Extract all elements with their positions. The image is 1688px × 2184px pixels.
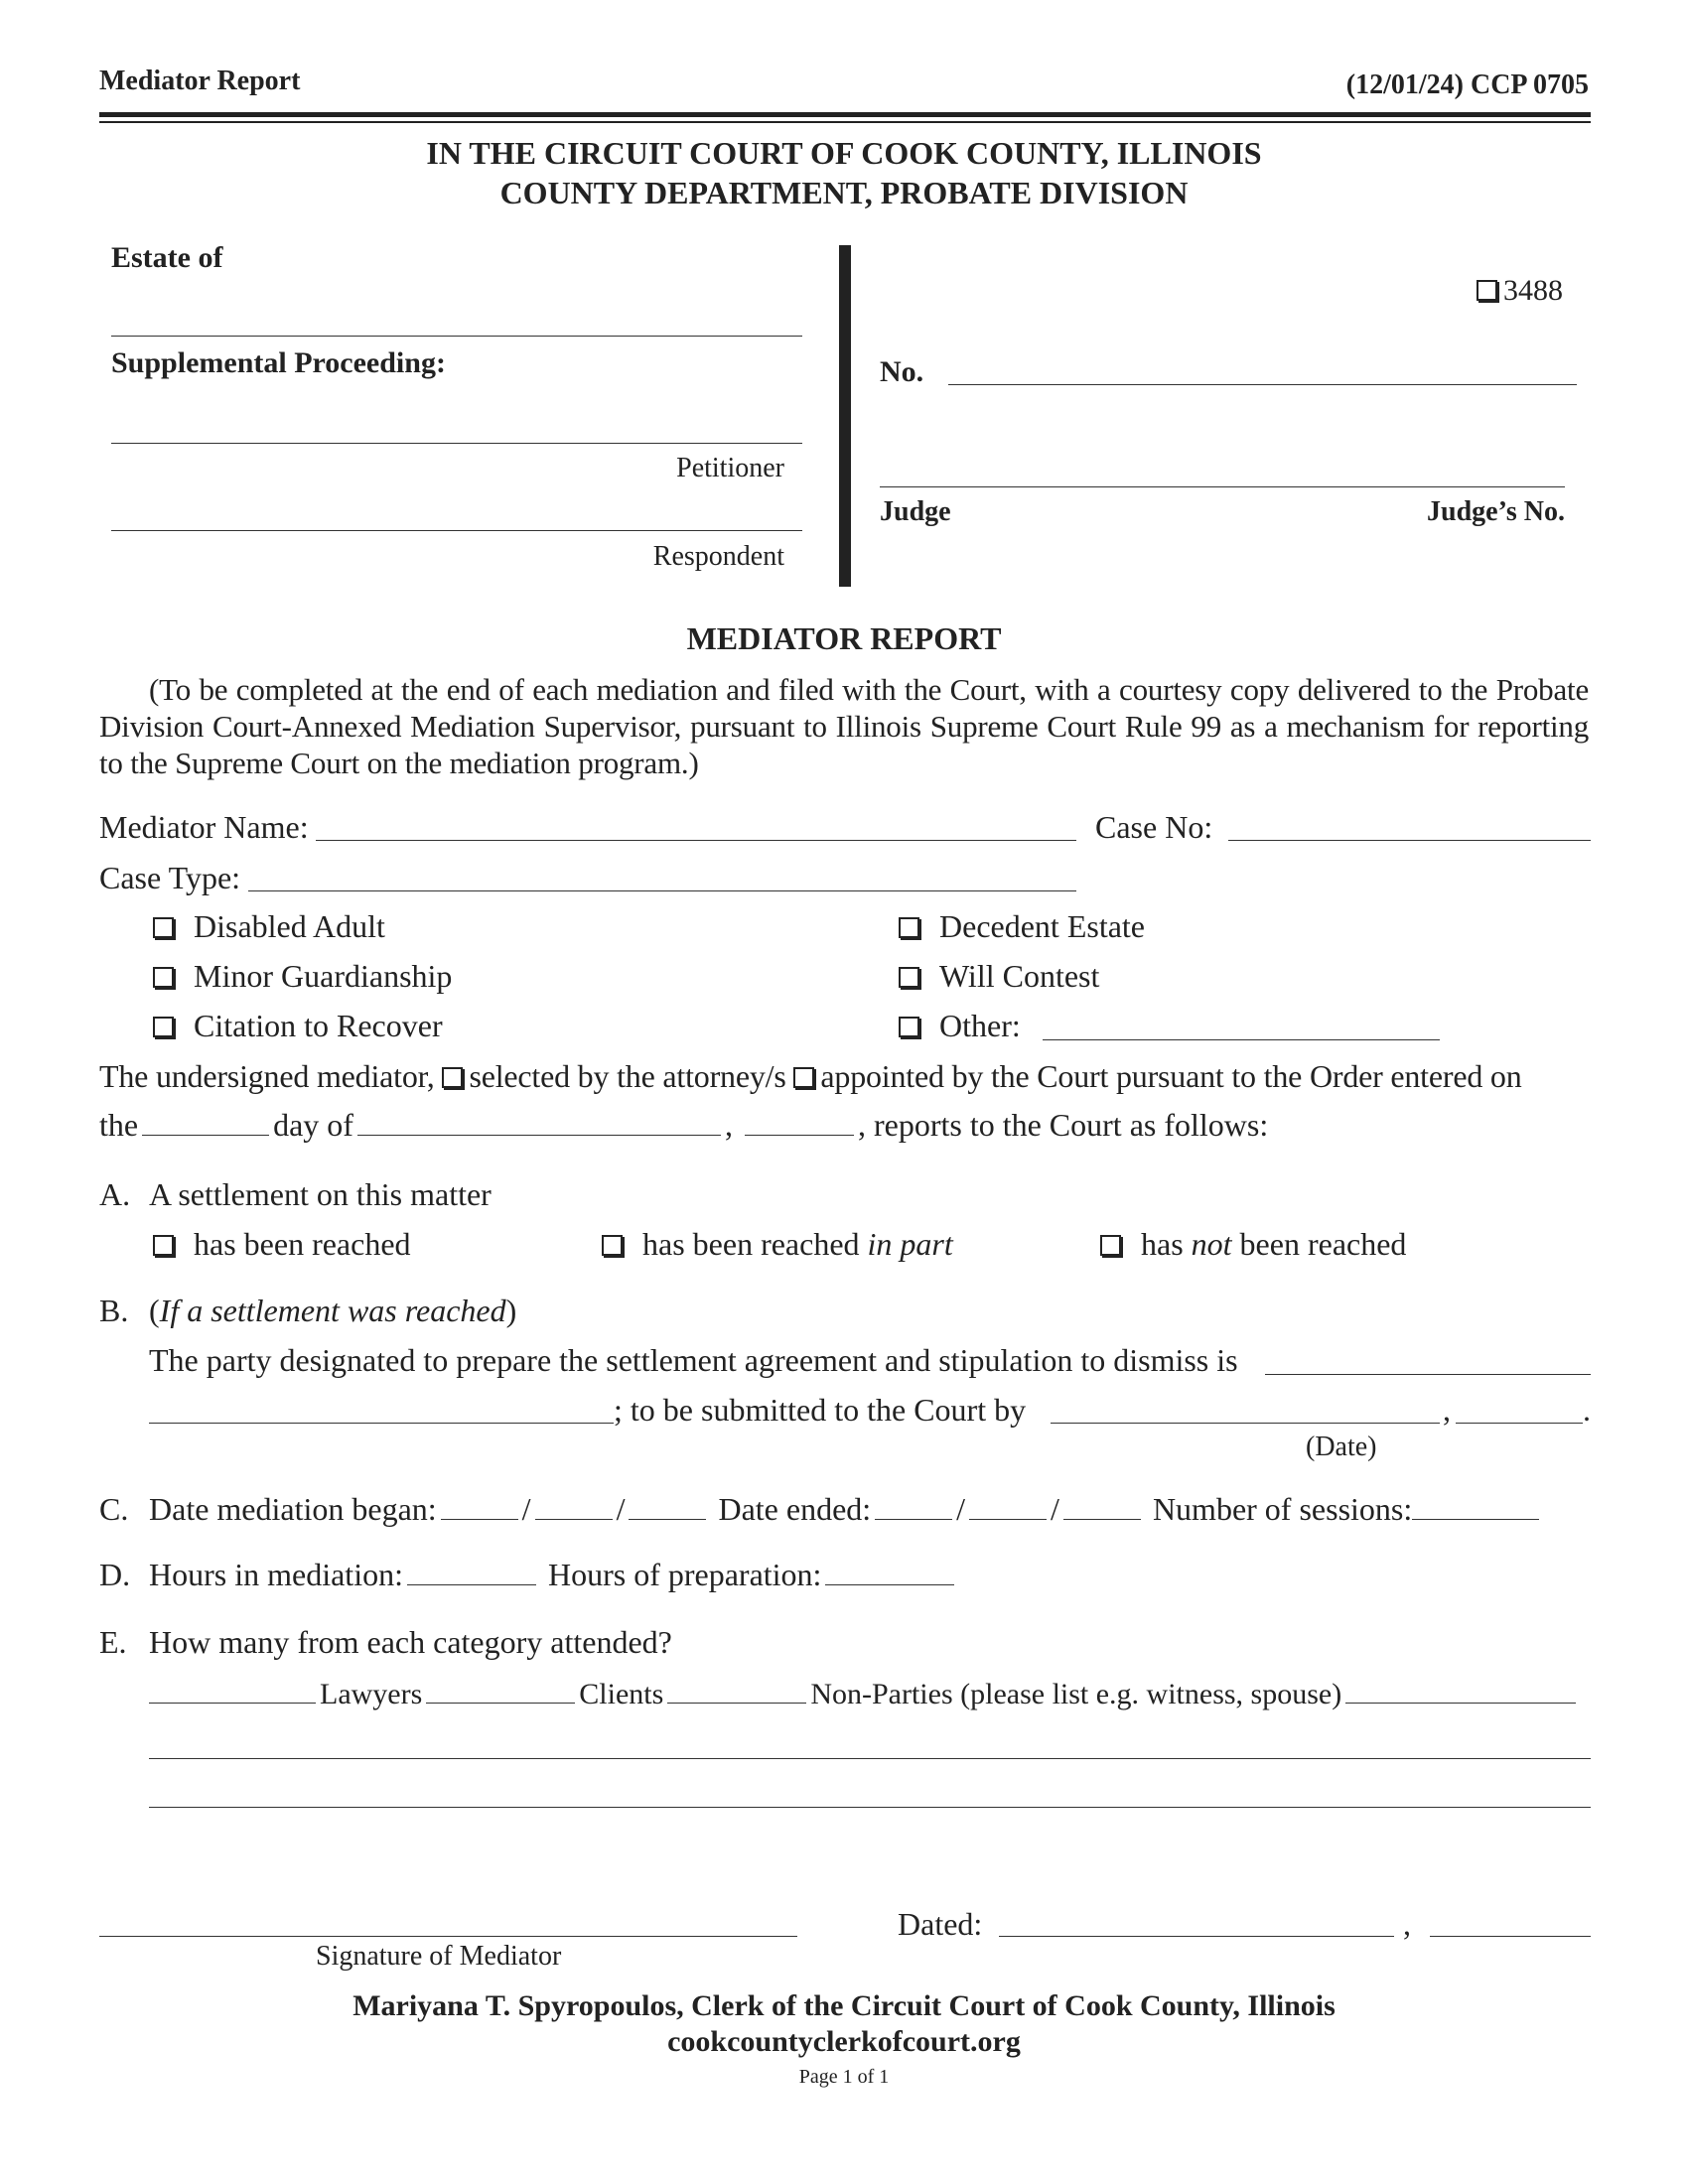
section-b-heading: (If a settlement was reached) (149, 1293, 517, 1328)
signature-line[interactable] (99, 1936, 797, 1937)
the-label: the (99, 1107, 139, 1143)
case-type-will-contest[interactable] (899, 958, 1099, 995)
case-type-minor-guardianship[interactable] (153, 958, 452, 995)
began-month-blank[interactable] (441, 1495, 518, 1520)
code-3488-checkbox[interactable] (1477, 274, 1563, 308)
petitioner-label: Petitioner (676, 453, 784, 483)
option-label: Decedent Estate (939, 908, 1145, 944)
settlement-partial-option[interactable] (602, 1226, 953, 1263)
mediator-name-label: Mediator Name: (99, 809, 309, 845)
appointed-checkbox-icon[interactable] (793, 1067, 814, 1088)
section-d-letter: D. (99, 1557, 131, 1592)
ended-day-blank[interactable] (969, 1495, 1047, 1520)
case-type-decedent-estate[interactable] (899, 908, 1145, 945)
checkbox-icon[interactable] (153, 917, 174, 938)
option-emphasis: not (1191, 1226, 1232, 1262)
case-no-line[interactable] (948, 384, 1577, 385)
section-c-row: Date mediation began: / / Date ended: / / Number of sessions: (149, 1491, 1543, 1528)
intro-paragraph: (To be completed at the end of each mediation and filed with the Court, with a courtesy copy delivered to the Probate Division Court-Annexed Mediation Supervisor, pursuant to Illinois Supreme Court Rule 99 as a mechanism for reporting to the Supreme Court on the mediation program.) (99, 672, 1589, 780)
sessions-blank[interactable] (1412, 1495, 1539, 1520)
day-blank[interactable] (142, 1111, 269, 1136)
day-of-label: day of (273, 1107, 353, 1143)
option-label: Citation to Recover (194, 1008, 443, 1043)
signature-label: Signature of Mediator (316, 1941, 562, 1972)
hours-prep-blank[interactable] (825, 1561, 954, 1585)
non-parties-line-3[interactable] (149, 1807, 1591, 1808)
respondent-label: Respondent (652, 541, 784, 572)
header-rule-thin (99, 121, 1591, 123)
checkbox-icon[interactable] (602, 1235, 623, 1256)
judge-no-label: Judge’s No. (1427, 496, 1565, 527)
case-type-disabled-adult[interactable] (153, 908, 385, 945)
year-blank[interactable] (745, 1111, 854, 1136)
month-blank[interactable] (357, 1111, 721, 1136)
clients-label: Clients (579, 1678, 664, 1710)
section-e-question: How many from each category attended? (149, 1624, 672, 1660)
party-designated-line-2[interactable] (149, 1423, 614, 1424)
appointed-by-label: appointed by the Court pursuant to the Order entered on (820, 1058, 1522, 1094)
court-line-2: COUNTY DEPARTMENT, PROBATE DIVISION (499, 175, 1189, 210)
option-label: Other: (939, 1008, 1021, 1043)
case-number-line[interactable] (1228, 840, 1591, 841)
undersigned-prefix: The undersigned mediator, (99, 1058, 435, 1094)
date-caption: (Date) (1306, 1432, 1377, 1462)
checkbox-icon[interactable] (1477, 280, 1497, 301)
submit-date-line[interactable] (1051, 1423, 1440, 1424)
lawyers-label: Lawyers (320, 1678, 423, 1710)
option-label: has been reached (194, 1226, 411, 1262)
judge-line[interactable] (880, 486, 1565, 487)
footer-website[interactable]: cookcountyclerkofcourt.org (667, 2025, 1021, 2058)
petitioner-line[interactable] (111, 443, 802, 444)
report-title: MEDIATOR REPORT (686, 620, 1002, 656)
respondent-line[interactable] (111, 530, 802, 531)
reports-to-label: reports to the Court as follows: (873, 1107, 1269, 1143)
hours-mediation-label: Hours in mediation: (149, 1557, 403, 1592)
section-c-letter: C. (99, 1491, 129, 1527)
began-day-blank[interactable] (535, 1495, 613, 1520)
date-began-label: Date mediation began: (149, 1491, 437, 1527)
section-d-row (149, 1557, 958, 1593)
supplemental-label: Supplemental Proceeding: (111, 346, 446, 379)
ended-month-blank[interactable] (875, 1495, 952, 1520)
estate-line[interactable] (111, 336, 802, 337)
caption-divider (839, 245, 851, 587)
estate-label: Estate of (111, 241, 223, 274)
checkbox-icon[interactable] (153, 967, 174, 988)
ended-year-blank[interactable] (1063, 1495, 1141, 1520)
form-name: Mediator Report (99, 66, 301, 96)
section-a-text: A settlement on this matter (149, 1176, 492, 1212)
court-line-1: IN THE CIRCUIT COURT OF COOK COUNTY, ILLINOIS (426, 135, 1262, 171)
date-ended-label: Date ended: (718, 1491, 872, 1527)
case-no-label: No. (880, 355, 924, 388)
section-e-row (149, 1678, 1580, 1711)
undersigned-line (99, 1058, 1522, 1095)
began-year-blank[interactable] (629, 1495, 706, 1520)
clients-blank[interactable] (426, 1679, 575, 1704)
selected-by-label: selected by the attorney/s (469, 1058, 786, 1094)
option-label: Minor Guardianship (194, 958, 453, 994)
selected-checkbox-icon[interactable] (442, 1067, 463, 1088)
checkbox-icon[interactable] (1100, 1235, 1121, 1256)
dated-label: Dated: (898, 1906, 983, 1942)
non-parties-blank[interactable] (667, 1679, 806, 1704)
sessions-label: Number of sessions: (1152, 1491, 1413, 1527)
case-type-citation-to-recover[interactable] (153, 1008, 443, 1044)
option-label: Will Contest (939, 958, 1100, 994)
submit-period: . (1583, 1392, 1591, 1428)
section-b-letter: B. (99, 1293, 129, 1328)
dated-year-line[interactable] (1430, 1936, 1591, 1937)
submit-comma: , (1443, 1392, 1451, 1428)
section-a-letter: A. (99, 1176, 131, 1212)
non-parties-label: Non-Parties (please list e.g. witness, spouse) (810, 1678, 1342, 1710)
settlement-not-reached-option[interactable] (1100, 1226, 1406, 1263)
option-label: has been reached (642, 1226, 860, 1262)
case-type-other[interactable] (899, 1008, 1021, 1044)
non-parties-list-blank[interactable] (1345, 1679, 1576, 1704)
hours-mediation-blank[interactable] (407, 1561, 536, 1585)
checkbox-icon[interactable] (153, 1017, 174, 1037)
case-type-other-line[interactable] (1043, 1039, 1440, 1040)
dated-line[interactable] (999, 1936, 1394, 1937)
submit-year-line[interactable] (1456, 1423, 1583, 1424)
case-number-label: Case No: (1095, 809, 1213, 845)
section-b-party-text: The party designated to prepare the settlement agreement and stipulation to dismiss is (149, 1342, 1238, 1378)
judge-label: Judge (880, 496, 951, 527)
dated-comma: , (1403, 1906, 1411, 1942)
order-date-line: the day of , , reports to the Court as follows: (99, 1107, 1269, 1143)
checkbox-icon[interactable] (899, 1017, 919, 1037)
header-rule-thick (99, 112, 1591, 117)
checkbox-icon[interactable] (899, 967, 919, 988)
code-3488-label: 3488 (1503, 274, 1563, 307)
non-parties-line-2[interactable] (149, 1758, 1591, 1759)
checkbox-icon[interactable] (899, 917, 919, 938)
section-b-submitted-text: ; to be submitted to the Court by (614, 1392, 1027, 1428)
option-label: Disabled Adult (194, 908, 385, 944)
form-code: (12/01/24) CCP 0705 (1345, 69, 1589, 100)
option-emphasis: in part (867, 1226, 953, 1262)
option-label-end: been reached (1239, 1226, 1407, 1262)
case-type-label: Case Type: (99, 860, 241, 895)
section-b-heading-text: If a settlement was reached (159, 1293, 506, 1328)
footer-page: Page 1 of 1 (798, 2066, 890, 2088)
case-type-line[interactable] (248, 890, 1076, 891)
checkbox-icon[interactable] (153, 1235, 174, 1256)
option-label: has (1141, 1226, 1184, 1262)
lawyers-blank[interactable] (149, 1679, 316, 1704)
section-e-letter: E. (99, 1624, 127, 1660)
mediator-name-line[interactable] (316, 840, 1076, 841)
hours-prep-label: Hours of preparation: (547, 1557, 822, 1592)
settlement-reached-option[interactable] (153, 1226, 411, 1263)
footer-clerk: Mariyana T. Spyropoulos, Clerk of the Circuit Court of Cook County, Illinois (352, 1989, 1336, 2022)
party-designated-line[interactable] (1265, 1374, 1591, 1375)
